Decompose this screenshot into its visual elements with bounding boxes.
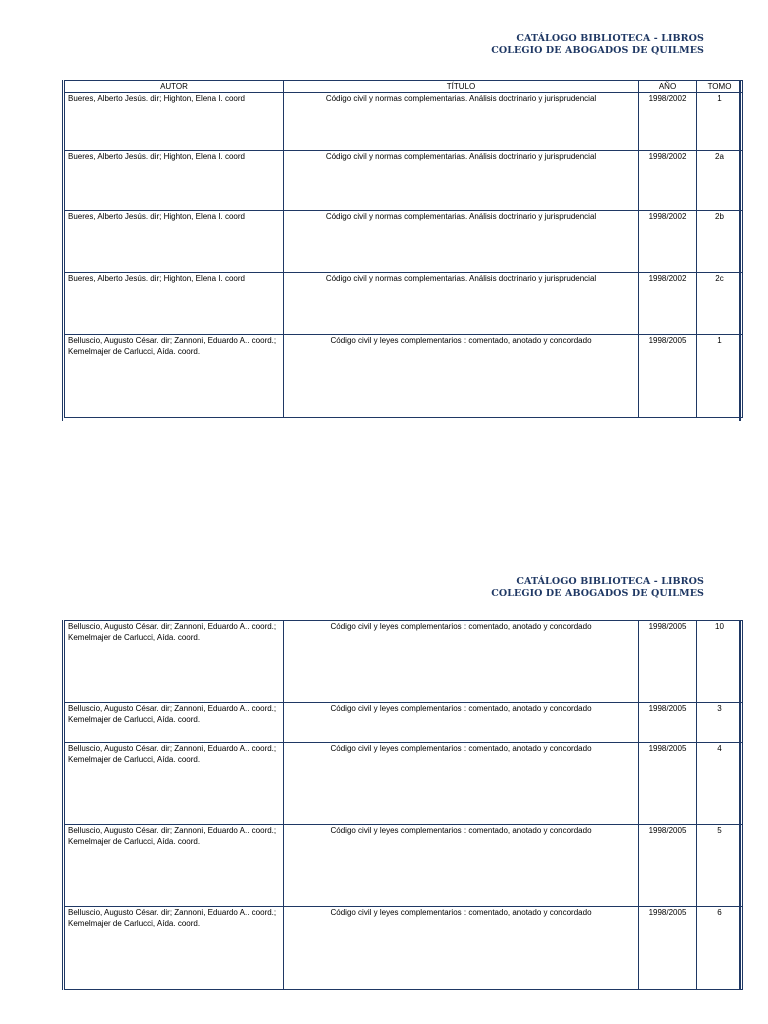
table-right-border xyxy=(739,80,741,421)
cell-anio: 1998/2005 xyxy=(639,825,697,907)
cell-autor: Belluscio, Augusto César. dir; Zannoni, Eduardo A.. coord.; Kemelmajer de Carlucci, Aída. coord. xyxy=(65,703,284,743)
catalog-table-page-1 xyxy=(64,80,743,418)
cell-titulo: Código civil y leyes complementarios : comentado, anotado y concordado xyxy=(284,621,639,703)
catalog-table-page-2 xyxy=(64,620,743,990)
cell-titulo: Código civil y leyes complementarios : comentado, anotado y concordado xyxy=(284,703,639,743)
catalog-title: CATÁLOGO BIBLIOTECA - LIBROS xyxy=(516,576,704,587)
table-row xyxy=(65,825,743,907)
cell-titulo: Código civil y normas complementarias. Análisis doctrinario y jurisprudencial xyxy=(284,151,639,211)
cell-tomo: 2b xyxy=(697,211,743,273)
catalog-title: CATÁLOGO BIBLIOTECA - LIBROS xyxy=(516,33,704,44)
cell-titulo: Código civil y normas complementarias. Análisis doctrinario y jurisprudencial xyxy=(284,93,639,151)
catalog-header-page-1 xyxy=(491,33,704,57)
cell-anio: 1998/2002 xyxy=(639,211,697,273)
cell-anio: 1998/2005 xyxy=(639,907,697,990)
column-header-autor: AUTOR xyxy=(65,81,284,93)
cell-anio: 1998/2005 xyxy=(639,621,697,703)
cell-tomo: 1 xyxy=(697,335,743,418)
cell-autor: Bueres, Alberto Jesús. dir; Highton, Elena I. coord xyxy=(65,93,284,151)
catalog-header-page-2 xyxy=(491,576,704,600)
table-row xyxy=(65,151,743,211)
cell-tomo: 1 xyxy=(697,93,743,151)
cell-autor: Bueres, Alberto Jesús. dir; Highton, Elena I. coord xyxy=(65,151,284,211)
cell-tomo: 10 xyxy=(697,621,743,703)
cell-tomo: 6 xyxy=(697,907,743,990)
table-row xyxy=(65,93,743,151)
table-row xyxy=(65,703,743,743)
cell-titulo: Código civil y normas complementarias. Análisis doctrinario y jurisprudencial xyxy=(284,273,639,335)
table-row xyxy=(65,621,743,703)
table-header-row xyxy=(65,81,743,93)
cell-anio: 1998/2005 xyxy=(639,743,697,825)
table-row xyxy=(65,273,743,335)
cell-autor: Belluscio, Augusto César. dir; Zannoni, Eduardo A.. coord.; Kemelmajer de Carlucci, Aída. coord. xyxy=(65,907,284,990)
table-right-border xyxy=(739,620,741,990)
cell-autor: Bueres, Alberto Jesús. dir; Highton, Elena I. coord xyxy=(65,273,284,335)
cell-anio: 1998/2005 xyxy=(639,703,697,743)
cell-titulo: Código civil y leyes complementarios : comentado, anotado y concordado xyxy=(284,907,639,990)
column-header-anio: AÑO xyxy=(639,81,697,93)
cell-titulo: Código civil y normas complementarias. Análisis doctrinario y jurisprudencial xyxy=(284,211,639,273)
cell-autor: Belluscio, Augusto César. dir; Zannoni, Eduardo A.. coord.; Kemelmajer de Carlucci, Aída. coord. xyxy=(65,743,284,825)
cell-anio: 1998/2005 xyxy=(639,335,697,418)
institution-name: COLEGIO DE ABOGADOS DE QUILMES xyxy=(491,45,704,56)
cell-autor: Belluscio, Augusto César. dir; Zannoni, Eduardo A.. coord.; Kemelmajer de Carlucci, Aída. coord. xyxy=(65,621,284,703)
cell-anio: 1998/2002 xyxy=(639,273,697,335)
table-row xyxy=(65,743,743,825)
cell-tomo: 2a xyxy=(697,151,743,211)
table-left-border xyxy=(62,620,63,990)
cell-anio: 1998/2002 xyxy=(639,93,697,151)
column-header-tomo: TOMO xyxy=(697,81,743,93)
institution-name: COLEGIO DE ABOGADOS DE QUILMES xyxy=(491,588,704,599)
cell-titulo: Código civil y leyes complementarios : comentado, anotado y concordado xyxy=(284,825,639,907)
cell-titulo: Código civil y leyes complementarios : comentado, anotado y concordado xyxy=(284,335,639,418)
table-left-border xyxy=(62,80,63,421)
table-row xyxy=(65,211,743,273)
cell-autor: Belluscio, Augusto César. dir; Zannoni, Eduardo A.. coord.; Kemelmajer de Carlucci, Aída. coord. xyxy=(65,825,284,907)
cell-autor: Belluscio, Augusto César. dir; Zannoni, Eduardo A.. coord.; Kemelmajer de Carlucci, Aída. coord. xyxy=(65,335,284,418)
table-row xyxy=(65,907,743,990)
column-header-titulo: TÍTULO xyxy=(284,81,639,93)
table-row xyxy=(65,335,743,418)
cell-tomo: 4 xyxy=(697,743,743,825)
cell-anio: 1998/2002 xyxy=(639,151,697,211)
cell-titulo: Código civil y leyes complementarios : comentado, anotado y concordado xyxy=(284,743,639,825)
cell-tomo: 2c xyxy=(697,273,743,335)
cell-autor: Bueres, Alberto Jesús. dir; Highton, Elena I. coord xyxy=(65,211,284,273)
cell-tomo: 3 xyxy=(697,703,743,743)
cell-tomo: 5 xyxy=(697,825,743,907)
